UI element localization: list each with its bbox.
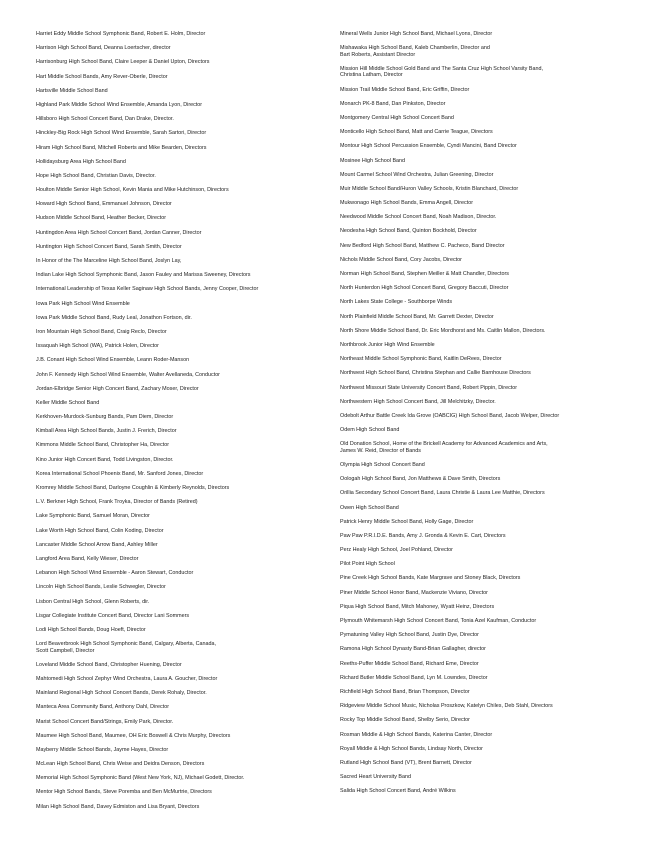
band-entry: Northeast Middle School Symphonic Band, Kaitlin DeRees, Director [340,356,502,363]
band-entry: Iron Mountain High School Band, Craig Reclo, Director [36,328,167,335]
band-entry: In Honor of the The Marceline High School Band, Joslyn Lay, [36,258,182,264]
band-entry: Lake Worth High School Band, Colin Koding, Director [36,527,164,534]
band-entry: Iowa Park High School Wind Ensemble [36,300,130,307]
band-entry: Rutland High School Band (VT), Brent Barnett, Director [340,759,472,766]
band-entry: John F. Kennedy High School Wind Ensemble, Walter Avellaneda, Conductor [36,371,220,378]
band-entry: Pilot Point High School [340,561,395,568]
band-entry: Memorial High School Symphonic Band (West New York, NJ), Michael Godett, Director. [36,775,245,782]
band-entry: Mineral Wells Junior High School Band, Michael Lyons, Director [340,31,493,37]
band-entry: Ramona High School Dynasty Band-Brian Gallagher, director [340,646,486,653]
band-entry: Hart Middle School Bands, Amy Rever-Oberle, Director [36,73,168,80]
band-entry: Langford Area Band, Kelly Wieser, Director [36,555,139,562]
band-entry: Maumee High School Band, Maumee, OH Eric Boswell & Chris Murphy, Directors [36,732,231,739]
band-entry: Issaquah High School (WA), Patrick Holen, Director [36,343,159,350]
band-entry: North Lakes State College - Southborpe Winds [340,299,453,306]
band-entry: Manteca Area Community Band, Anthony Dahl, Director [36,704,170,711]
band-entry: Owen High School Band [340,504,399,511]
band-entry: Lebanon High School Wind Ensemble - Aaron Stewart, Conductor [36,570,194,577]
band-entry: Mainland Regional High School Concert Bands, Derek Rohaly, Director. [36,690,207,697]
band-entry: Lisbon Central High School, Glenn Roberts, dir. [36,598,150,605]
band-entry: Monticello High School Band, Matt and Carrie Teague, Directors [340,129,493,136]
band-entry: Old Donation School, Home of the Brickell Academy for Advanced Academics and Arts, James W. Reid, Director of Bands [340,441,548,454]
band-entry: Patrick Henry Middle School Band, Holly Gage, Director [340,518,474,525]
band-entry: International Leadership of Texas Keller Saginaw High School Bands, Jenny Cooper, Director [36,286,259,293]
band-entry: Muir Middle School Band/Huron Valley Schools, Kristin Blanchard, Director [340,185,519,192]
band-entry: Korea International School Phoenix Band, Mr. Sanford Jones, Director [36,470,204,477]
band-entry: Salida High School Concert Band, André Wilkins [340,788,456,795]
band-entry: Jordan-Elbridge Senior High Concert Band, Zachary Moser, Director [36,385,199,392]
band-entry: Odem High School Band [340,427,400,434]
band-entry: Mayberry Middle School Bands, Jayme Hayes, Director [36,746,169,753]
band-entry: Montour High School Percussion Ensemble, Cyndi Mancini, Band Director [340,143,517,150]
band-entry: Harriet Eddy Middle School Symphonic Band, Robert E. Holm, Director [36,31,206,37]
band-entry: Hollidaysburg Area High School Band [36,158,126,165]
band-entry: North Plainfield Middle School Band, Mr. Garrett Dexter, Director [340,313,494,320]
band-entry: North Shore Middle School Band, Dr. Eric Mordhorst and Ms. Caitlin Mallon, Directors. [340,327,546,334]
band-entry: Royall Middle & High School Bands, Lindsay North, Director [340,745,483,752]
band-entry: Lancaster Middle School Arrow Band, Ashley Miller [36,541,158,548]
band-entry: Mishawaka High School Band, Kaleb Chamberlin, Director and Bart Roberts, Assistant Director [340,45,490,58]
band-entry: Hillsboro High School Concert Band, Dan Drake, Director. [36,116,174,123]
band-entry: Huntingdon Area High School Concert Band, Jordan Canner, Director [36,229,202,236]
band-entry: Kino Junior High Concert Band, Todd Livingston, Director. [36,456,174,463]
band-entry: Hudson Middle School Band, Heather Becker, Director [36,215,167,222]
band-entry: Richard Butler Middle School Band, Lyn M. Lowndes, Director [340,674,488,681]
band-entry: Hinckley-Big Rock High School Wind Ensemble, Sarah Sartori, Director [36,130,207,137]
band-entry: Mosinee High School Band [340,157,406,164]
band-entry: Kerkhoven-Murdock-Sunburg Bands, Pam Diem, Director [36,414,174,421]
band-entry: Loveland Middle School Band, Christopher Huening, Director [36,661,182,668]
band-entry: Highland Park Middle School Wind Ensemble, Amanda Lyon, Director [36,101,203,108]
band-entry: Richfield High School Band, Brian Thompson, Director [340,688,470,695]
band-entry: L.V. Berkner High School, Frank Troyka, Director of Bands (Retired) [36,499,198,506]
band-entry: J.B. Conant High School Wind Ensemble, Leann Roder-Manson [36,357,190,364]
band-entry: Hartsville Middle School Band [36,87,108,94]
band-entry: Olympia High School Concert Band [340,461,425,468]
band-entry: Indian Lake High School Symphonic Band, Jason Fauley and Marissa Sweeney, Directors [36,272,251,279]
band-entry: Mount Carmel School Wind Orchestra, Julian Greening, Director [340,171,494,178]
band-entry: Hiram High School Band, Mitchell Roberts and Mike Bearden, Directors [36,144,207,151]
band-entry: Perz Healy High School, Joel Pohland, Director [340,547,453,554]
band-entry: Houlton Middle Senior High School, Kevin Mania and Mike Hutchinson, Directors [36,187,229,194]
band-entry: Kimmons Middle School Band, Christopher Ha, Director [36,442,170,449]
band-entry: Northwest High School Band, Christina Stephan and Callie Barnhouse Directors [340,370,531,377]
band-entry: Mukwonago High School Bands, Emma Angell, Director [340,200,474,207]
band-entry: Mission Trail Middle School Band, Eric Griffin, Director [340,86,470,93]
band-entry: Milan High School Band, Davey Edmiston and Lisa Bryant, Directors [36,803,200,810]
band-entry: Northbrook Junior High Wind Ensemble [340,341,435,348]
band-entry: Keller Middle School Band [36,399,100,406]
band-entry: Paw Paw P.R.I.D.E. Bands, Amy J. Gronda & Kevin E. Cart, Directors [340,532,506,539]
band-entry: North Hunterdon High School Concert Band, Gregory Baccuti, Director [340,285,509,292]
band-entry: Lincoln High School Bands, Leslie Schwegler, Director [36,584,166,591]
band-entry: Nichols Middle School Band, Cory Jacobs, Director [340,256,462,263]
left-column [36,31,332,818]
band-entry: Rocky Top Middle School Band, Shelby Serio, Director [340,717,470,724]
band-entry: Lord Beaverbrook High School Symphonic Band, Calgary, Alberta, Canada, Scott Campbell, Director [36,641,216,654]
band-entry: Mentor High School Bands, Steve Poremba and Ben McMurtrie, Directors [36,789,212,796]
band-entry: Hope High School Band, Christian Davis, Director. [36,172,156,179]
band-entry: Howard High School Band, Emmanuel Johnson, Director [36,201,172,208]
band-entry: Lake Symphonic Band, Samuel Moran, Director [36,513,150,520]
band-entry: New Bedford High School Band, Matthew C. Pacheco, Band Director [340,242,505,249]
band-entry: Plymouth Whitemarsh High School Concert Band, Tonia Azel Kaufman, Conductor [340,618,537,624]
band-entry: Rosman Middle & High School Bands, Katerina Canter, Director [340,731,493,738]
band-entry: Odebolt Arthur Battle Creek Ida Grove (OABCIG) High School Band, Jacob Welper, Director [340,412,560,419]
band-entry: Northwest Missouri State University Concert Band, Robert Pippin, Director [340,384,518,391]
band-entry: Orillia Secondary School Concert Band, Laura Christie & Laura Lee Matthie, Directors [340,490,545,497]
band-entry: Piqua High School Band, Mitch Mahoney, Wyatt Heinz, Directors [340,603,495,610]
band-entry: Kromrey Middle School Band, Darloyne Coughlin & Kimberly Reynolds, Directors [36,485,230,491]
band-entry: Harrison High School Band, Deanna Loertscher, director [36,45,171,52]
band-entry: Pymatuning Valley High School Band, Justin Dye, Director [340,632,479,639]
band-entry: Harrisonburg High School Band, Claire Leeper & Daniel Upton, Directors [36,59,210,66]
band-entry: Ridgeview Middle School Music, Nicholas Proszkow, Katelyn Chiles, Deb Stahl, Directors [340,703,553,710]
band-entry: Piner Middle School Honor Band, Mackenzie Viviano, Director [340,589,488,596]
band-entry: Monarch PK-8 Band, Dan Pinkston, Director [340,100,446,107]
band-entry: Lisgar Collegiate Institute Concert Band, Director Lani Sommers [36,612,190,619]
band-entry: Reeths-Puffer Middle School Band, Richard Eme, Director [340,660,479,667]
band-entry: Oologah High School Band, Jon Matthews & Dave Smith, Directors [340,476,501,483]
band-entry: Lodi High School Bands, Doug Hoeft, Director [36,626,146,633]
band-entry: Mahtomedi High School Zephyr Wind Orchestra, Laura A. Goucher, Director [36,675,218,682]
band-entry: Neodesha High School Band, Quinton Bockhold, Director [340,228,477,235]
band-entry: Northwestern High School Concert Band, Jill Melchitzky, Director. [340,398,496,405]
band-entry: Mission Hill Middle School Gold Band and The Santa Cruz High School Varsity Band, Christina Latham, Director [340,65,543,79]
band-entry: McLean High School Band, Chris Weise and Deidra Denson, Directors [36,761,205,768]
band-entry: Kimball Area High School Bands, Justin J. Frerich, Director [36,428,177,435]
band-entry: Huntington High School Concert Band, Sarah Smith, Director [36,243,182,250]
band-entry: Sacred Heart University Band [340,774,412,781]
right-column [340,31,620,802]
band-entry: Norman High School Band, Stephen Meiller & Matt Chandler, Directors [340,271,509,277]
band-entry: Montgomery Central High School Concert Band [340,114,454,121]
band-entry: Pine Creek High School Bands, Kate Margrave and Stoney Black, Directors [340,575,521,582]
band-entry: Marist School Concert Band/Strings, Emily Park, Director. [36,718,174,725]
band-entry: Iowa Park Middle School Band, Rudy Leal, Jonathon Fortson, dir. [36,314,192,321]
band-entry: Needwood Middle School Concert Band, Noah Madison, Director. [340,214,497,221]
